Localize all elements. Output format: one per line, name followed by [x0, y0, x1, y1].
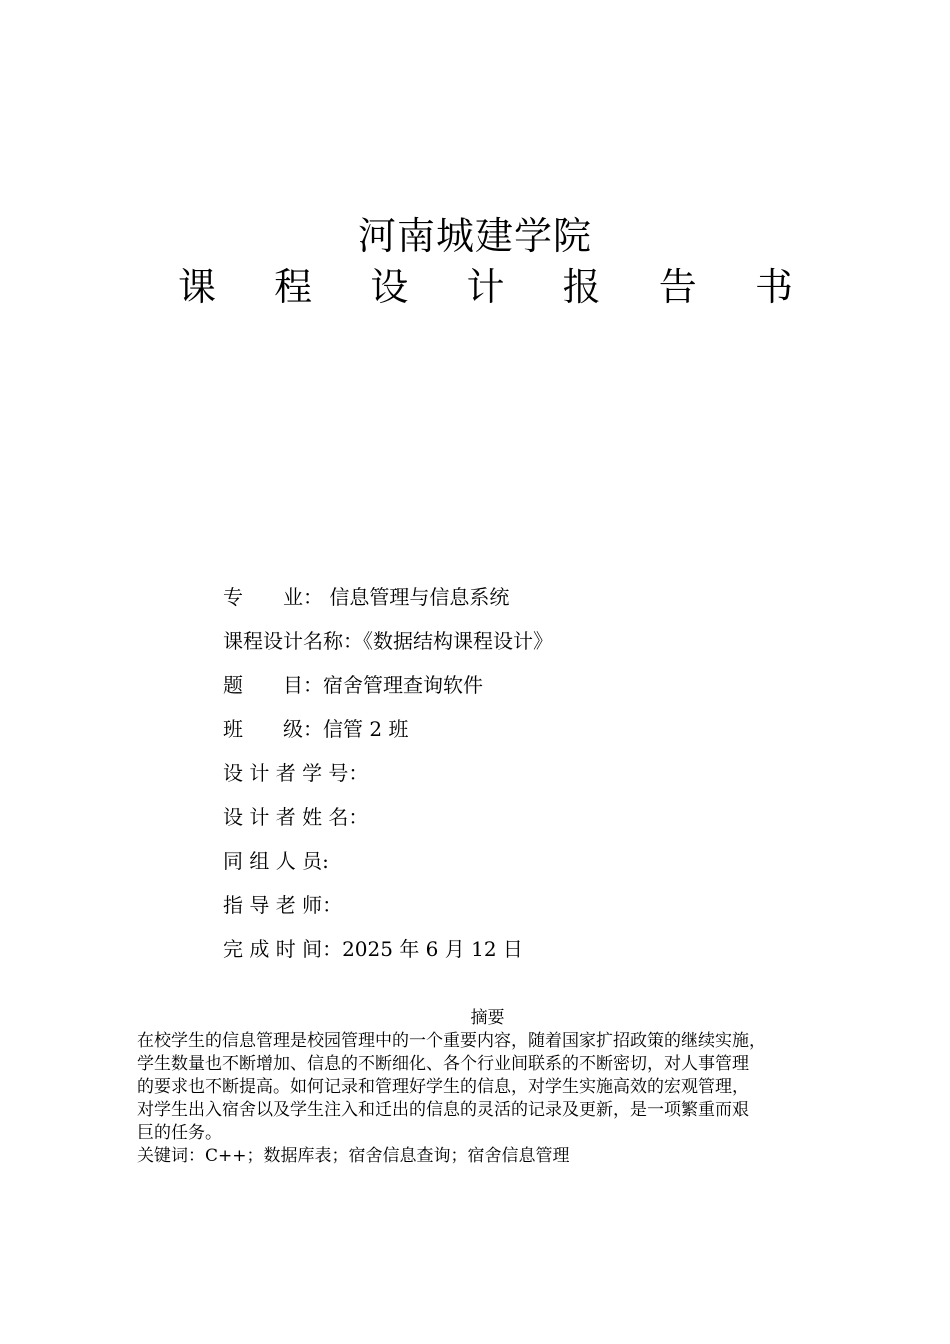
abstract-line: 巨的任务。: [137, 1123, 222, 1143]
keywords: 关键词：C++；数据库表；宿舍信息查询；宿舍信息管理: [137, 1146, 570, 1166]
info-major: 专 业： 信息管理与信息系统: [223, 585, 510, 609]
info-student-name: 设 计 者 姓 名：: [223, 805, 369, 829]
info-course-name: 课程设计名称：《数据结构课程设计》: [223, 629, 553, 653]
report-title-char: 告: [658, 265, 697, 309]
info-block: [223, 577, 843, 973]
abstract-line: 在校学生的信息管理是校园管理中的一个重要内容，随着国家扩招政策的继续实施，: [137, 1031, 766, 1051]
abstract-line: 对学生出入宿舍以及学生注入和迁出的信息的灵活的记录及更新，是一项繁重而艰: [137, 1100, 749, 1120]
school-name: 河南城建学院: [357, 214, 592, 258]
abstract-line: 学生数量也不断增加、信息的不断细化、各个行业间联系的不断密切，对人事管理: [137, 1054, 749, 1074]
info-topic: 题 目：宿舍管理查询软件: [223, 673, 483, 697]
report-title-char: 书: [754, 265, 793, 309]
report-title-char: 设: [370, 265, 409, 309]
report-title-char: 计: [466, 265, 505, 309]
report-title-char: 课: [178, 265, 217, 309]
info-group-members: 同 组 人 员:: [223, 849, 329, 873]
abstract-body: [137, 1030, 859, 1168]
info-student-id: 设 计 者 学 号：: [223, 761, 369, 785]
report-title-char: 报: [562, 265, 601, 309]
abstract-heading: 摘要: [470, 1008, 505, 1028]
info-advisor: 指 导 老 师：: [223, 893, 343, 917]
report-title: [178, 262, 793, 312]
info-class: 班 级：信管 2 班: [223, 717, 409, 741]
report-title-char: 程: [274, 265, 313, 309]
info-completion-date: 完 成 时 间：2025 年 6 月 12 日: [223, 937, 523, 961]
abstract-line: 的要求也不断提高。如何记录和管理好学生的信息，对学生实施高效的宏观管理，: [137, 1077, 749, 1097]
